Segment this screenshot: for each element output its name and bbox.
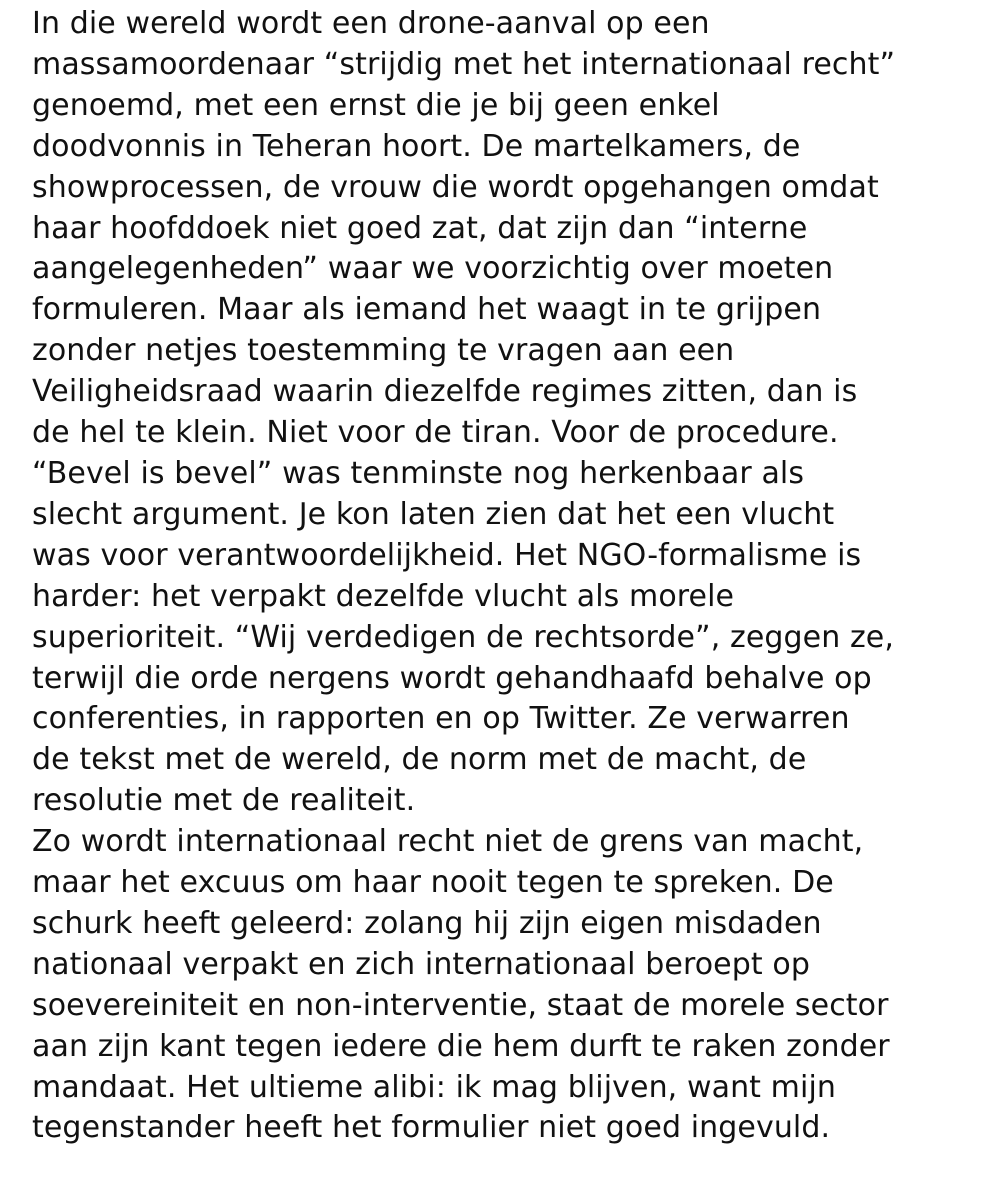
text-line: de hel te klein. Niet voor de tiran. Voor de procedure. — [32, 415, 839, 451]
text-line: harder: het verpakt dezelfde vlucht als morele — [32, 578, 735, 614]
text-line: massamoordenaar “strijdig met het internationaal recht” — [32, 46, 896, 82]
text-line: tegenstander heeft het formulier niet goed ingevuld. — [32, 1110, 831, 1146]
text-line: zonder netjes toestemming te vragen aan een — [32, 333, 735, 369]
text-line: conferenties, in rapporten en op Twitter. Ze verwarren — [32, 701, 850, 737]
text-line: Veiligheidsraad waarin diezelfde regimes zitten, dan is — [32, 374, 858, 410]
text-line: terwijl die orde nergens wordt gehandhaafd behalve op — [32, 660, 872, 696]
text-line: “Bevel is bevel” was tenminste nog herkenbaar als — [32, 455, 805, 491]
text-line: doodvonnis in Teheran hoort. De martelkamers, de — [32, 128, 801, 164]
text-line: maar het excuus om haar nooit tegen te spreken. De — [32, 865, 834, 901]
text-line: slecht argument. Je kon laten zien dat het een vlucht — [32, 496, 835, 532]
text-line: aan zijn kant tegen iedere die hem durft te raken zonder — [32, 1028, 890, 1064]
text-line: genoemd, met een ernst die je bij geen enkel — [32, 87, 720, 123]
text-line: aangelegenheden” waar we voorzichtig over moeten — [32, 251, 834, 287]
text-line: mandaat. Het ultieme alibi: ik mag blijven, want mijn — [32, 1069, 836, 1105]
text-line: nationaal verpakt en zich internationaal beroept op — [32, 946, 810, 982]
text-line: showprocessen, de vrouw die wordt opgehangen omdat — [32, 169, 879, 205]
text-line: resolutie met de realiteit. — [32, 783, 416, 819]
text-line: Zo wordt internationaal recht niet de grens van macht, — [32, 824, 864, 860]
text-line: soevereiniteit en non-interventie, staat de morele sector — [32, 987, 889, 1023]
text-line: was voor verantwoordelijkheid. Het NGO-formalisme is — [32, 537, 862, 573]
text-line: formuleren. Maar als iemand het waagt in te grijpen — [32, 292, 822, 328]
text-line: haar hoofddoek niet goed zat, dat zijn dan “interne — [32, 210, 808, 246]
text-line: schurk heeft geleerd: zolang hij zijn eigen misdaden — [32, 905, 822, 941]
text-line: superioriteit. “Wij verdedigen de rechtsorde”, zeggen ze, — [32, 619, 895, 655]
text-line: In die wereld wordt een drone-aanval op een — [32, 6, 710, 41]
text-line: de tekst met de wereld, de norm met de macht, de — [32, 742, 807, 778]
document-text-block — [32, 4, 977, 1149]
